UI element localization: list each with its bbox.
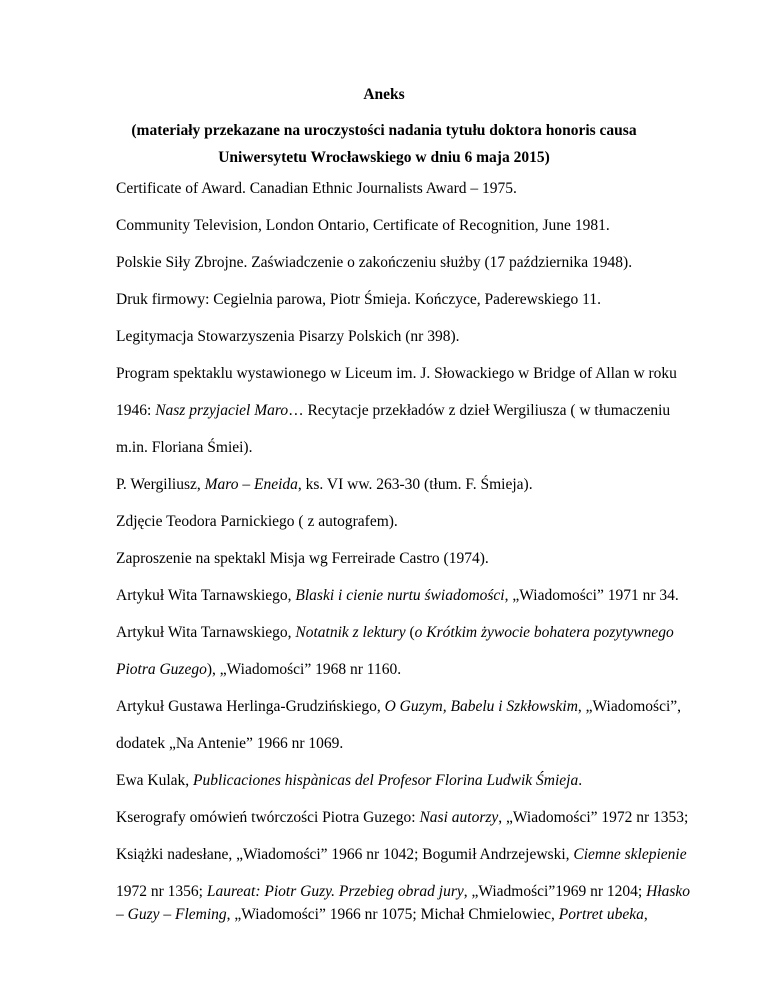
annex-item-program-line-2: 1946: Nasz przyjaciel Maro… Recytacje przekładów z dzieł Wergiliusza ( w tłumaczeniu: [116, 402, 671, 419]
document-title: Aneks: [363, 86, 405, 103]
annex-item-kserografy-line-4: – Guzy – Fleming, „Wiadomości” 1966 nr 1075; Michał Chmielowiec, Portret ubeka,: [116, 906, 648, 923]
annex-item-program-line-3: m.in. Floriana Śmiei).: [116, 439, 253, 456]
annex-item-certificate-award: Certificate of Award. Canadian Ethnic Journalists Award – 1975.: [116, 180, 517, 197]
annex-item-kserografy-line-3: 1972 nr 1356; Laureat: Piotr Guzy. Przebieg obrad jury, „Wiadmości”1969 nr 1204; Hłasko: [116, 883, 690, 900]
annex-item-parnicki-photo: Zdjęcie Teodora Parnickiego ( z autografem).: [116, 513, 398, 530]
annex-item-tarnawski-notatnik-line-1: Artykuł Wita Tarnawskiego, Notatnik z lektury (o Krótkim żywocie bohatera pozytywnego: [116, 624, 674, 641]
annex-item-kserografy-line-1: Kserografy omówień twórczości Piotra Guzego: Nasi autorzy, „Wiadomości” 1972 nr 1353;: [116, 809, 689, 826]
annex-item-herling-line-2: dodatek „Na Antenie” 1966 nr 1069.: [116, 735, 344, 752]
annex-item-kserografy-line-2: Książki nadesłane, „Wiadomości” 1966 nr 1042; Bogumił Andrzejewski, Ciemne sklepienie: [116, 846, 687, 863]
annex-item-program-line-1: Program spektaklu wystawionego w Liceum im. J. Słowackiego w Bridge of Allan w roku: [116, 365, 677, 382]
annex-item-eneida: P. Wergiliusz, Maro – Eneida, ks. VI ww. 263-30 (tłum. F. Śmieja).: [116, 476, 533, 493]
document-subtitle-line-1: (materiały przekazane na uroczystości nadania tytułu doktora honoris causa: [131, 122, 637, 139]
annex-item-tarnawski-blaski: Artykuł Wita Tarnawskiego, Blaski i cienie nurtu świadomości, „Wiadomości” 1971 nr 34.: [116, 587, 679, 604]
annex-item-tarnawski-notatnik-line-2: Piotra Guzego), „Wiadomości” 1968 nr 1160.: [116, 661, 402, 678]
document-subtitle-line-2: Uniwersytetu Wrocławskiego w dniu 6 maja 2015): [218, 149, 550, 166]
annex-item-misja-invitation: Zaproszenie na spektakl Misja wg Ferreirade Castro (1974).: [116, 550, 489, 567]
annex-item-druk-firmowy: Druk firmowy: Cegielnia parowa, Piotr Śmieja. Kończyce, Paderewskiego 11.: [116, 291, 601, 308]
annex-item-legitymacja: Legitymacja Stowarzyszenia Pisarzy Polskich (nr 398).: [116, 328, 460, 345]
annex-item-herling-line-1: Artykuł Gustawa Herlinga-Grudzińskiego, O Guzym, Babelu i Szkłowskim, „Wiadomości”,: [116, 698, 682, 715]
annex-item-polskie-sily-zbrojne: Polskie Siły Zbrojne. Zaświadczenie o zakończeniu służby (17 października 1948).: [116, 254, 633, 271]
annex-item-community-television: Community Television, London Ontario, Certificate of Recognition, June 1981.: [116, 217, 610, 234]
annex-item-kulak: Ewa Kulak, Publicaciones hispànicas del Profesor Florina Ludwik Śmieja.: [116, 772, 583, 789]
